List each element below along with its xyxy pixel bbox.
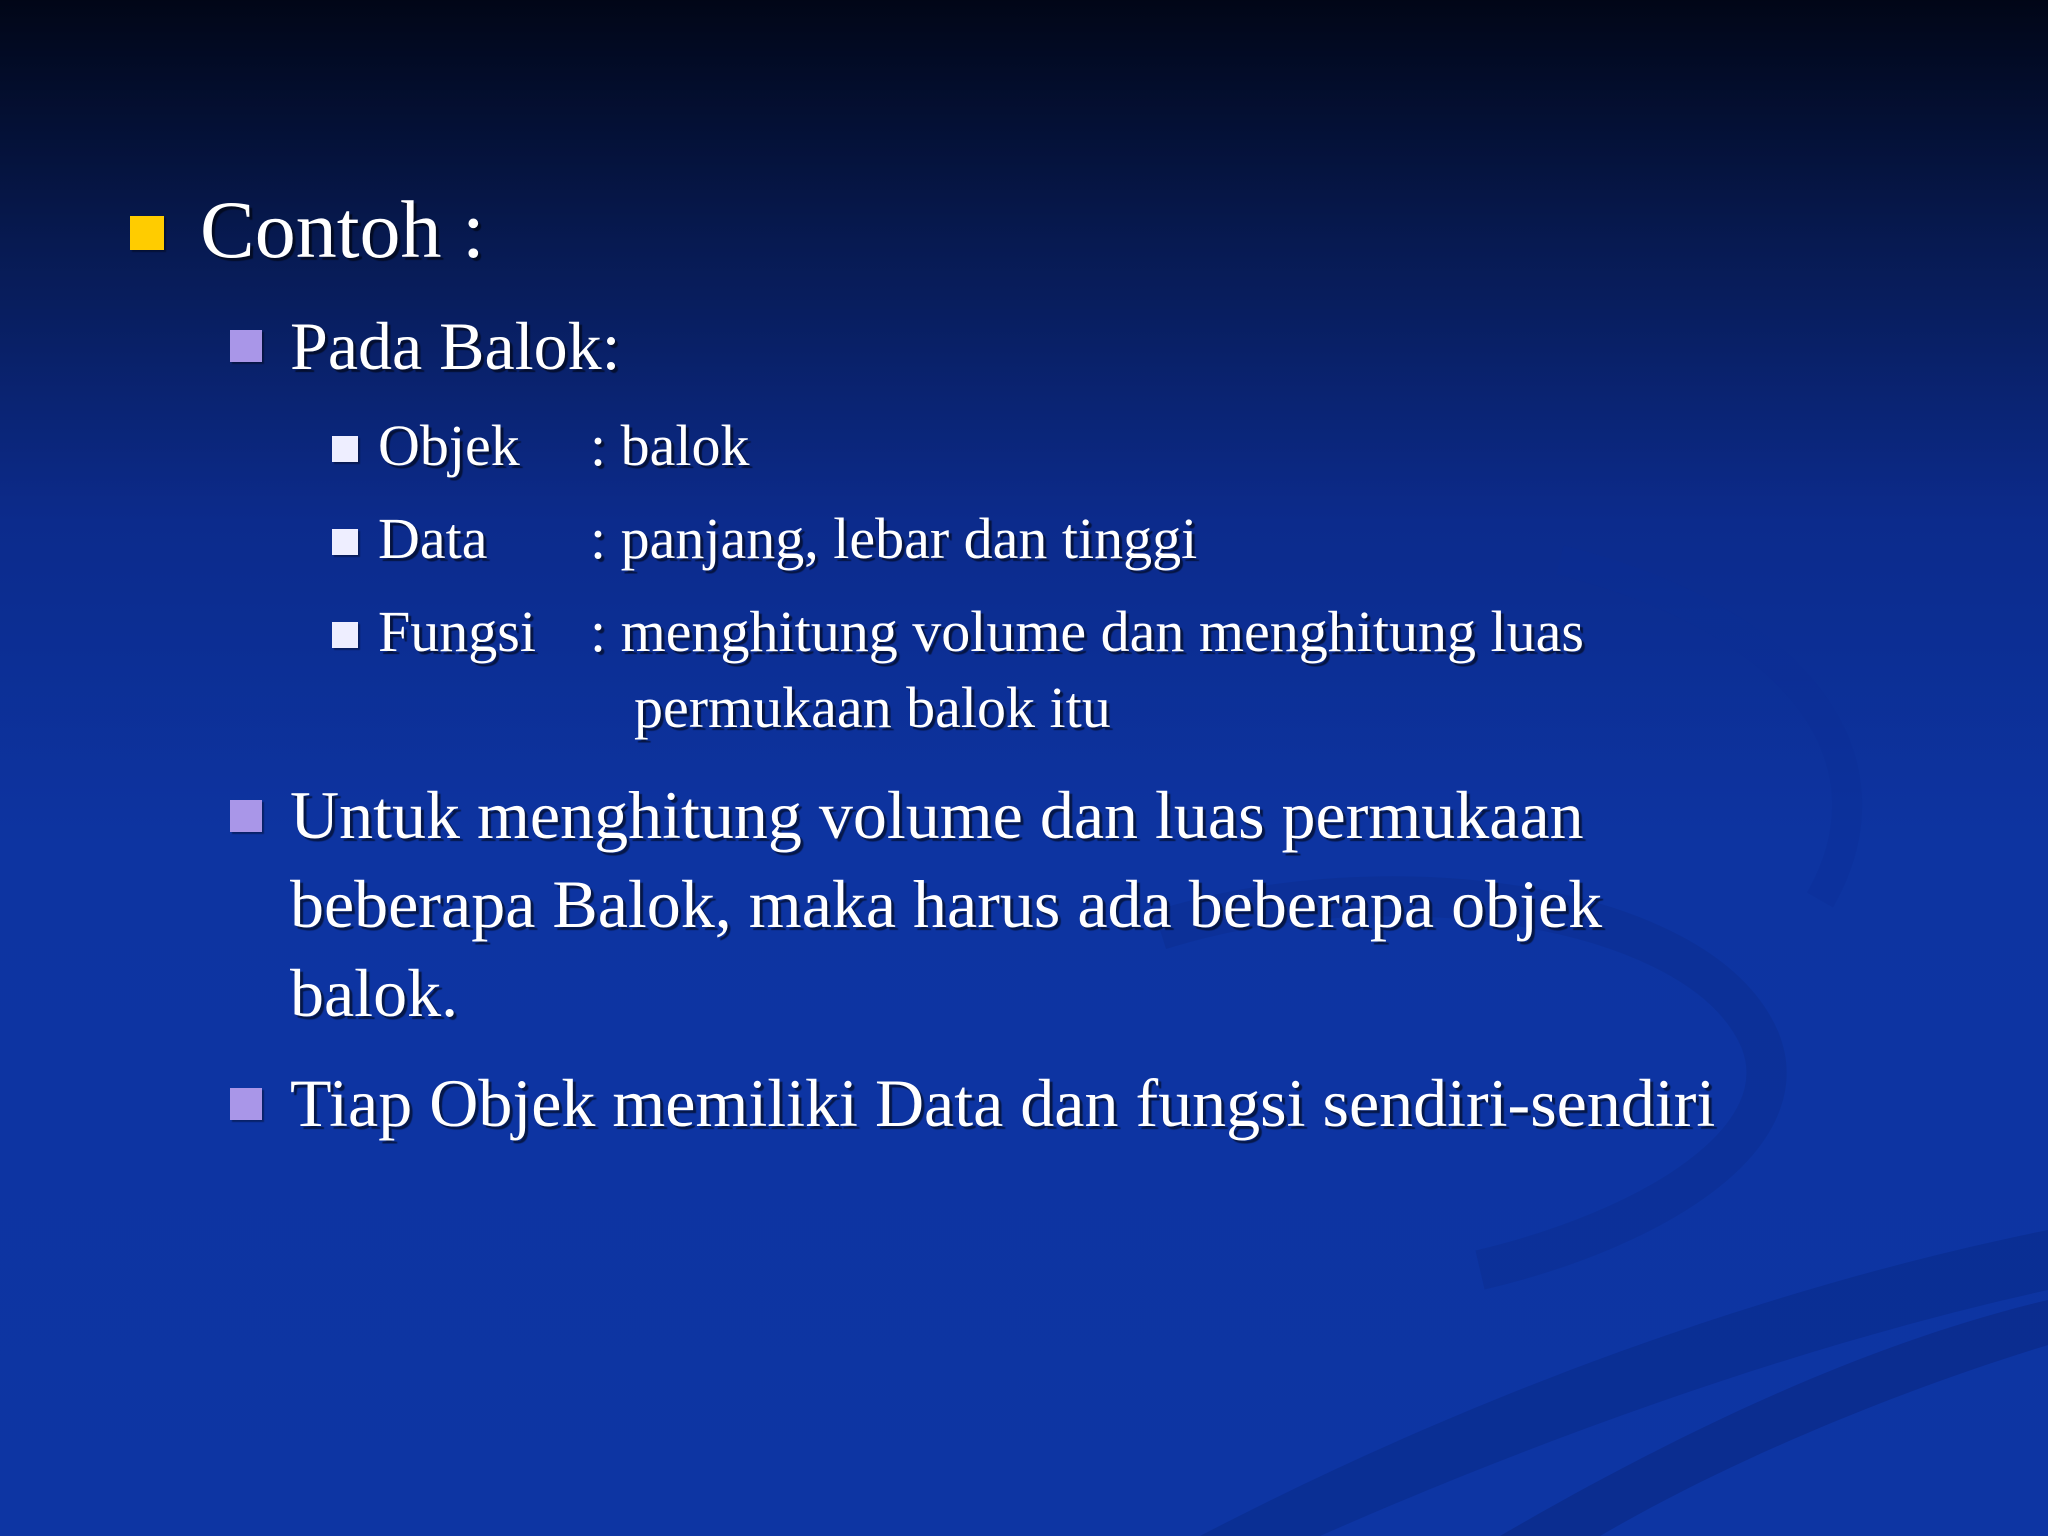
sub-bullet-icon [332,529,358,555]
sub-item-fungsi-label: Fungsi [378,599,536,664]
item-untuk-line-1: Untuk menghitung volume dan luas permukaan [290,777,1584,853]
sub-item-objek-value: : balok [590,413,750,478]
sub-item-data-value: : panjang, lebar dan tinggi [590,506,1198,571]
sub-bullet-icon [332,622,358,648]
heading-bullet-icon [130,216,164,250]
sub-bullet-icon [332,436,358,462]
sub-item-fungsi-continuation: permukaan balok itu [634,675,1111,740]
item-untuk-line-3: balok. [290,955,459,1031]
sub-item-fungsi-value: : menghitung volume dan menghitung luas [590,599,1584,664]
item-bullet-icon [230,1088,262,1120]
item-pada-balok: Pada Balok: [290,308,621,384]
item-bullet-icon [230,800,262,832]
item-tiap-objek: Tiap Objek memiliki Data dan fungsi sendiri-sendiri [290,1065,1716,1141]
sub-item-data-label: Data [378,506,488,571]
item-untuk-line-2: beberapa Balok, maka harus ada beberapa objek [290,866,1603,942]
sub-item-objek-label: Objek [378,413,520,478]
slide-heading: Contoh : [200,184,485,275]
item-bullet-icon [230,330,262,362]
